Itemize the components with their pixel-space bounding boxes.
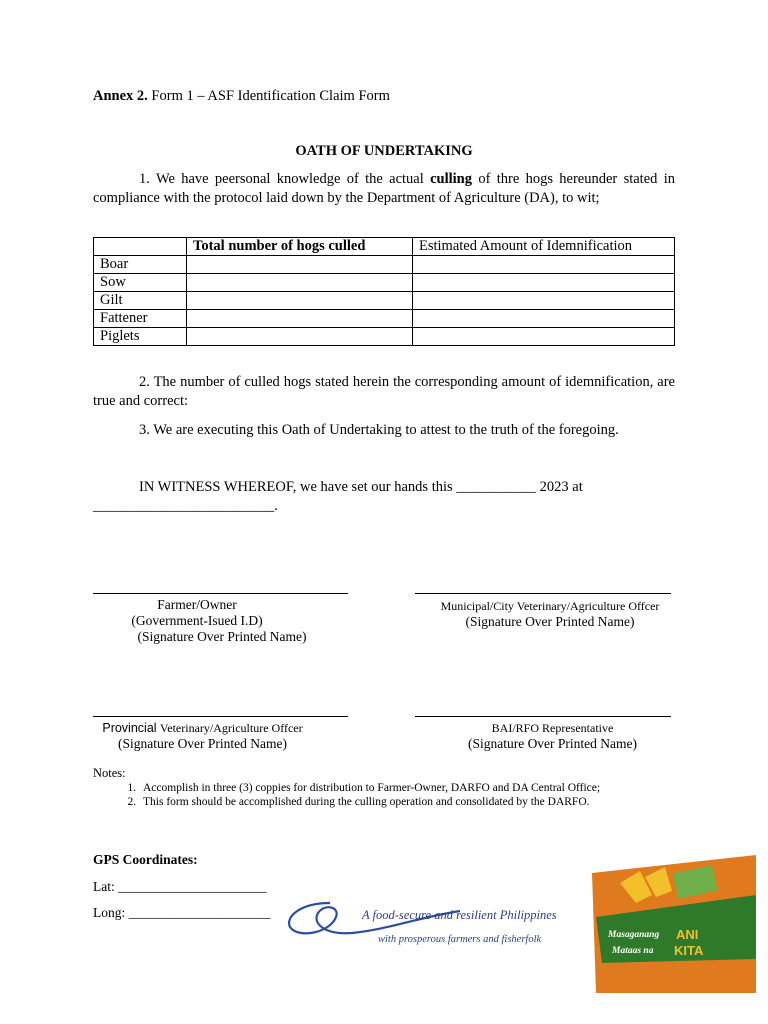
municipal-signature-line[interactable] [415, 593, 671, 594]
notes-list [93, 781, 600, 809]
paragraph-1-bold: culling [430, 171, 472, 187]
bai-sig-note: (Signature Over Printed Name) [467, 736, 638, 751]
paragraph-3 [93, 421, 675, 440]
bai-signature-block [410, 720, 695, 752]
table-cell-amount[interactable] [413, 256, 675, 274]
provincial-role-rest: Veterinary/Agriculture Offcer [159, 721, 303, 735]
paragraph-2-text: 2. The number of culled hogs stated herein the corresponding amount of idemnification, are true and correct: [93, 374, 675, 409]
gps-long-field[interactable]: Long: _____________________ [93, 905, 271, 920]
logo-kita: KITA [674, 943, 704, 958]
table-cell-amount[interactable] [413, 328, 675, 346]
table-cell-amount[interactable] [413, 310, 675, 328]
municipal-role: Municipal/City Veterinary/Agriculture Offcer [440, 599, 660, 613]
farmer-sig-note: (Signature Over Printed Name) [137, 629, 307, 644]
annex-heading [93, 88, 390, 105]
table-row-label: Fattener [94, 310, 187, 328]
table-row [94, 256, 675, 274]
annex-label: Annex 2. [93, 88, 148, 104]
paragraph-3-text: 3. We are executing this Oath of Undertaking to attest to the truth of the foregoing. [139, 422, 619, 438]
municipal-sig-note: (Signature Over Printed Name) [465, 614, 635, 629]
farmer-id-note: (Government-Isued I.D) [131, 613, 263, 628]
table-cell-amount[interactable] [413, 292, 675, 310]
provincial-sig-note: (Signature Over Printed Name) [117, 736, 288, 751]
municipal-signature-block [410, 598, 690, 630]
logo-line2: Mataas na [612, 946, 654, 956]
gps-lat-field[interactable]: Lat: ______________________ [93, 879, 267, 894]
logo-line1: Masaganang [608, 930, 660, 940]
table-cell-count[interactable] [187, 328, 413, 346]
note-item: 1. Accomplish in three (3) coppies for distribution to Farmer-Owner, DARFO and DA Central Office; [139, 781, 600, 795]
table-row-label: Gilt [94, 292, 187, 310]
table-header-cell [94, 238, 187, 256]
table-row [94, 310, 675, 328]
provincial-signature-line[interactable] [93, 716, 348, 717]
witness-text: IN WITNESS WHEREOF, we have set our hands this ___________ 2023 at [139, 479, 583, 495]
table-header-cell: Total number of hogs culled [187, 238, 413, 256]
farmer-signature-line[interactable] [93, 593, 348, 594]
document-title: OATH OF UNDERTAKING [295, 143, 473, 159]
table-cell-count[interactable] [187, 274, 413, 292]
notes-section [93, 766, 600, 809]
notes-label: Notes: [93, 766, 126, 780]
table-header-cell: Estimated Amount of Idemnification [413, 238, 675, 256]
paragraph-2 [93, 373, 675, 410]
hogs-table [93, 237, 675, 346]
table-cell-count[interactable] [187, 292, 413, 310]
annex-title: Form 1 – ASF Identification Claim Form [151, 88, 390, 104]
table-cell-count[interactable] [187, 310, 413, 328]
farmer-role: Farmer/Owner [157, 597, 237, 612]
logo-ani: ANI [676, 927, 699, 942]
table-row [94, 274, 675, 292]
table-cell-count[interactable] [187, 256, 413, 274]
witness-paragraph [93, 478, 675, 515]
table-row-label: Sow [94, 274, 187, 292]
paragraph-1-text-before: We have peersonal knowledge of the actual [155, 171, 424, 187]
farmer-signature-block [93, 597, 307, 645]
footer-tagline-2: with prosperous farmers and fisherfolk [378, 934, 542, 945]
footer-branding [280, 855, 756, 995]
table-cell-amount[interactable] [413, 274, 675, 292]
witness-line2: _________________________. [93, 497, 278, 514]
table-row-label: Piglets [94, 328, 187, 346]
paragraph-1-text-after: of thre hogs hereunder stated in compliance with the protocol laid down by the Department of Agriculture (DA), to wit; [93, 171, 675, 206]
footer-tagline-1: A food-secure and resilient Philippines [362, 908, 557, 922]
table-row [94, 328, 675, 346]
bai-role: BAI/RFO Representative [491, 721, 614, 735]
table-header-row [94, 238, 675, 256]
paragraph-1 [93, 170, 675, 207]
provincial-role-sans: Provincial [102, 721, 157, 735]
table-row [94, 292, 675, 310]
table-row-label: Boar [94, 256, 187, 274]
provincial-signature-block [80, 720, 325, 752]
paragraph-1-number: 1. [139, 171, 150, 187]
gps-title: GPS Coordinates: [93, 852, 198, 867]
note-item: 2. This form should be accomplished during the culling operation and consolidated by the DARFO. [139, 795, 600, 809]
bai-signature-line[interactable] [415, 716, 671, 717]
